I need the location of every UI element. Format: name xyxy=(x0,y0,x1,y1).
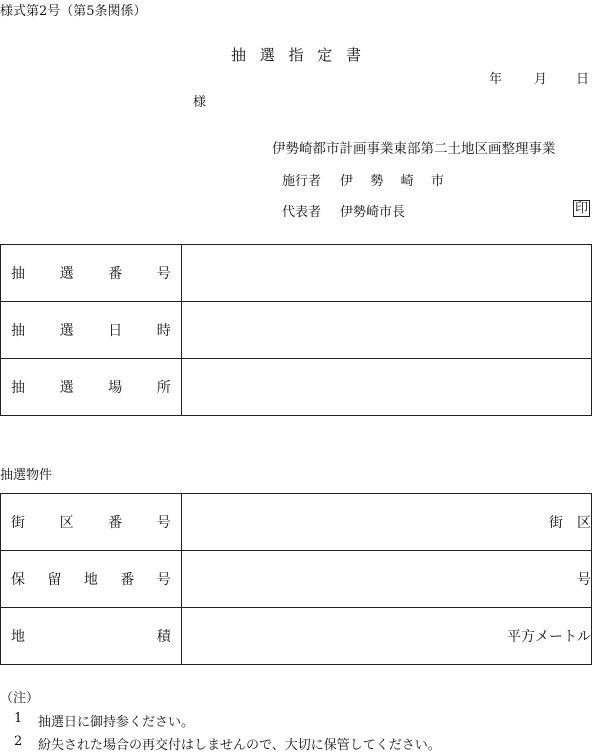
row-label: 街 区 番 号 xyxy=(1,494,182,551)
title-char: 書 xyxy=(345,46,361,64)
executor-char: 崎 xyxy=(400,174,414,189)
row-label: 抽 選 場 所 xyxy=(1,359,182,416)
addressee-suffix: 様 xyxy=(193,95,207,110)
lottery-info-table xyxy=(0,244,592,416)
note-number: 1 xyxy=(14,711,23,726)
row-label: 保 留 地 番 号 xyxy=(1,551,182,608)
executor-label: 施行者 xyxy=(282,174,322,189)
executor-char: 勢 xyxy=(370,174,384,189)
lottery-location-field[interactable] xyxy=(181,359,591,416)
table-row xyxy=(1,359,592,416)
representative-name: 伊勢崎市長 xyxy=(340,205,406,220)
property-table xyxy=(0,493,592,665)
seal-mark: 印 xyxy=(575,201,589,216)
title-char: 抽 xyxy=(231,46,247,64)
project-name: 伊勢崎都市計画事業東部第二土地区画整理事業 xyxy=(272,141,556,157)
representative-label: 代表者 xyxy=(282,205,322,220)
reserved-land-number-field[interactable]: 号 xyxy=(181,551,591,608)
row-label: 抽 選 日 時 xyxy=(1,302,182,359)
title-char: 定 xyxy=(317,46,333,64)
table-row xyxy=(1,551,592,608)
section-title: 抽選物件 xyxy=(0,468,53,483)
table-row xyxy=(1,608,592,665)
table-row xyxy=(1,494,592,551)
executor-name xyxy=(340,170,444,189)
document-title xyxy=(231,44,361,65)
form-id: 様式第2号（第5条関係） xyxy=(0,4,147,19)
lottery-datetime-field[interactable] xyxy=(181,302,591,359)
block-number-field[interactable]: 街 区 xyxy=(181,494,591,551)
executor-char: 市 xyxy=(430,174,444,189)
executor-char: 伊 xyxy=(340,174,354,189)
table-row xyxy=(1,302,592,359)
row-label: 地 積 xyxy=(1,608,182,665)
note-text: 抽選日に御持参ください。 xyxy=(38,715,195,730)
title-char: 選 xyxy=(259,46,275,64)
row-label: 抽 選 番 号 xyxy=(1,245,182,302)
table-row xyxy=(1,245,592,302)
title-char: 指 xyxy=(288,46,304,64)
date-month-label: 月 xyxy=(534,72,548,87)
date-day-label: 日 xyxy=(576,72,590,87)
land-area-field[interactable]: 平方メートル xyxy=(181,608,591,665)
note-number: 2 xyxy=(14,734,23,749)
date-year-label: 年 xyxy=(489,72,503,87)
notes-heading: （注） xyxy=(0,691,40,706)
lottery-number-field[interactable] xyxy=(181,245,591,302)
note-text: 紛失された場合の再交付はしませんので、大切に保管してください。 xyxy=(38,738,441,753)
